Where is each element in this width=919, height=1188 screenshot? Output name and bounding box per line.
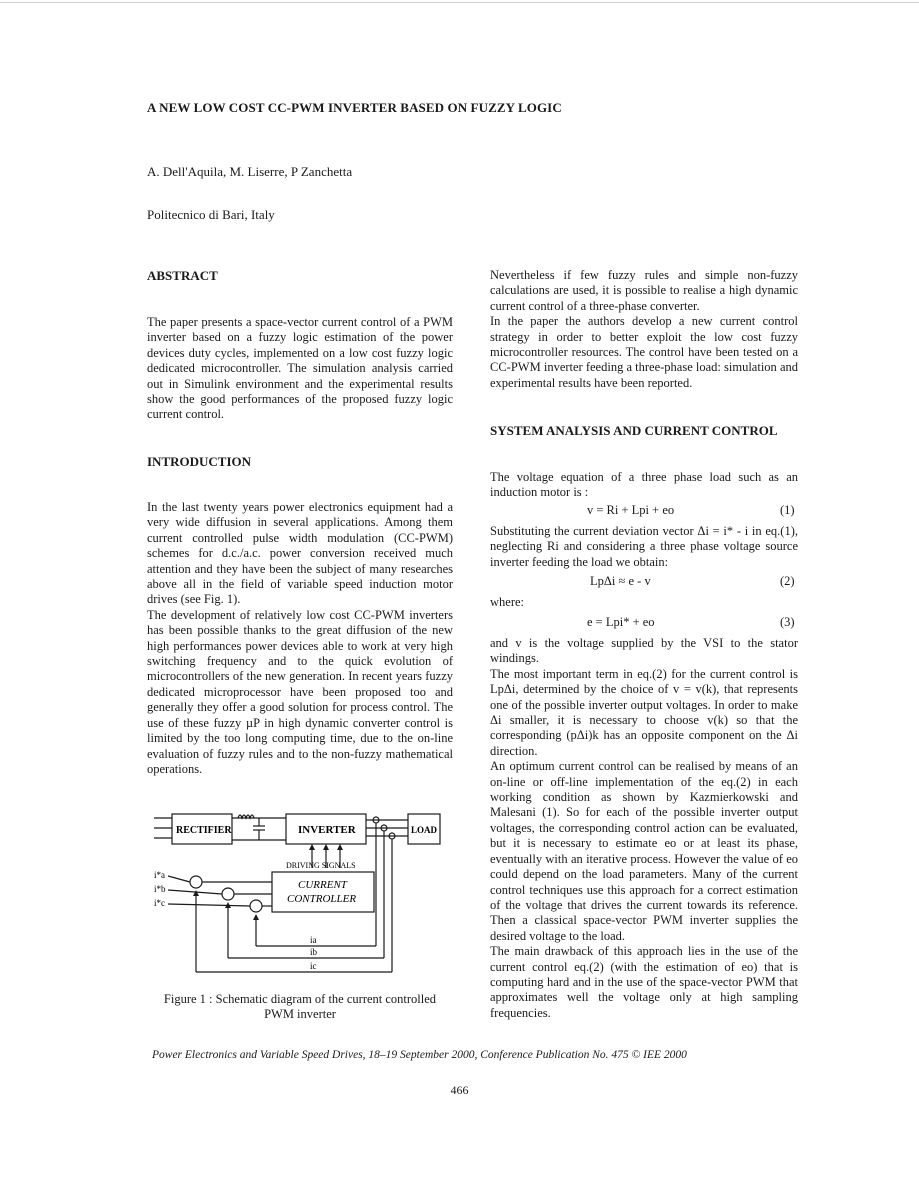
figure-1-caption	[147, 992, 453, 1023]
feedback-ic-label: ic	[310, 961, 317, 971]
system-paragraph-3: and v is the voltage supplied by the VSI to the stator windings.	[490, 636, 798, 666]
where-label: where:	[490, 595, 525, 609]
system-body	[490, 636, 798, 1021]
equation-2-number: (2)	[780, 574, 795, 588]
substitution-paragraph: Substituting the current deviation vector Δi = i* - i in eq.(1), neglecting Ri and considering a three phase voltage source inverter feeding the load we obtain:	[490, 524, 798, 569]
affiliation: Politecnico di Bari, Italy	[147, 207, 275, 222]
inverter-label: INVERTER	[298, 824, 356, 836]
equation-1-number: (1)	[780, 503, 795, 517]
system-paragraph-2	[490, 524, 798, 570]
system-paragraph-4: The most important term in eq.(2) for the current control is LpΔi, determined by the choice of v = v(k), that represents one of the possible inverter output voltages. In order to make Δi smaller, it is necessary to choose v(k) so that the corresponding (pΔi)k has an opposite component on the Δi direction.	[490, 666, 798, 758]
top-rule	[0, 2, 919, 3]
load-label: LOAD	[411, 825, 438, 835]
feedback-ia-label: ia	[310, 935, 317, 945]
system-paragraph-1	[490, 470, 798, 501]
ref-ib-label: i*b	[154, 884, 166, 894]
ref-ic-label: i*c	[154, 898, 165, 908]
system-paragraph-6: The main drawback of this approach lies in the use of the current control eq.(2) (with the estimation of eo) that is computing hard and in the use of the space-vector PWM that approximates well the voltage only at high sampling frequencies.	[490, 944, 798, 1020]
ref-ia-label: i*a	[154, 870, 165, 880]
introduction-text	[147, 500, 453, 777]
caption-line-2: PWM inverter	[264, 1007, 336, 1022]
system-heading: SYSTEM ANALYSIS AND CURRENT CONTROL	[490, 423, 778, 438]
system-paragraph-5: An optimum current control can be realised by means of an on-line or off-line implementation of the eq.(2) in each working condition as shown by Kazmierkowski and Malesani (1). So for each of the possible inverter output voltages, the corresponding control action can be evaluated, but it is necessary to estimate eo or at least its phase, eventually with an iterative process. However the value of eo could depend on the load parameters. Many of the current control techniques use this approach for a correct estimation of the voltage that drives the current towards its reference. Then a classical space-vector PWM inverter supplies the desired voltage to the load.	[490, 759, 798, 943]
intro-paragraph-1: In the last twenty years power electronics equipment had a very wide diffusion in several applications. Among them current controlled pulse width modulation (CC-PWM) schemes for d.c./a.c. power conversion received much attention and they have been the subject of many researches above all in the field of variable speed induction motor drives (see Fig. 1).	[147, 500, 453, 607]
controller-label-2: CONTROLLER	[287, 893, 357, 905]
abstract-heading: ABSTRACT	[147, 268, 218, 283]
feedback-ib-label: ib	[310, 947, 318, 957]
equation-2: LpΔi ≈ e - v	[590, 574, 651, 588]
equation-3: e = Lpi* + eo	[587, 615, 655, 629]
abstract-paragraph: The paper presents a space-vector current control of a PWM inverter based on a fuzzy logic estimation of the power devices duty cycles, implemented on a low cost fuzzy logic dedicated microcontroller. The simulation analysis carried out in Simulink environment and the experimental results show the good performances of the proposed fuzzy logic current control.	[147, 315, 453, 422]
equation-1: v = Ri + Lpi + eo	[587, 503, 675, 517]
right-intro-paragraph-1: Nevertheless if few fuzzy rules and simple non-fuzzy calculations are used, it is possible to realise a high dynamic current control of a three-phase converter.	[490, 268, 798, 313]
caption-line-1: Figure 1 : Schematic diagram of the current controlled	[163, 992, 437, 1006]
driving-signals-label: DRIVING SIGNALS	[286, 861, 356, 870]
rectifier-label: RECTIFIER	[176, 825, 232, 836]
equation-3-number: (3)	[780, 615, 795, 629]
authors: A. Dell'Aquila, M. Liserre, P Zanchetta	[147, 164, 353, 179]
introduction-heading: INTRODUCTION	[147, 454, 252, 469]
abstract-text	[147, 315, 453, 423]
right-intro-text	[490, 268, 798, 391]
right-intro-paragraph-2: In the paper the authors develop a new current control strategy in order to better exploit the low cost fuzzy microcontroller resources. The control have been tested on a CC-PWM inverter feeding a three-phase load: simulation and experimental results have been reported.	[490, 314, 798, 390]
paper-title: A NEW LOW COST CC-PWM INVERTER BASED ON FUZZY LOGIC	[147, 100, 562, 115]
voltage-equation-intro: The voltage equation of a three phase load such as an induction motor is :	[490, 470, 798, 500]
page-number: 466	[450, 1083, 469, 1097]
figure-1-block-diagram	[150, 806, 450, 982]
conference-footer: Power Electronics and Variable Speed Drives, 18–19 September 2000, Conference Publication No. 475 © IEE 2000	[152, 1049, 687, 1061]
intro-paragraph-2: The development of relatively low cost CC-PWM inverters has been possible thanks to the great diffusion of the new high performances power devices able to work at very high switching frequency and to the quick evolution of microcontrollers of the new generation. In recent years fuzzy dedicated microprocessor have been proposed too and generally they offer a good solution for process control. The use of these fuzzy µP in high dynamic converter control is limited by the too long computing time, due to the on-line evaluation of fuzzy rules and to the non-fuzzy mathematical operations.	[147, 607, 453, 776]
controller-label-1: CURRENT	[298, 879, 347, 891]
